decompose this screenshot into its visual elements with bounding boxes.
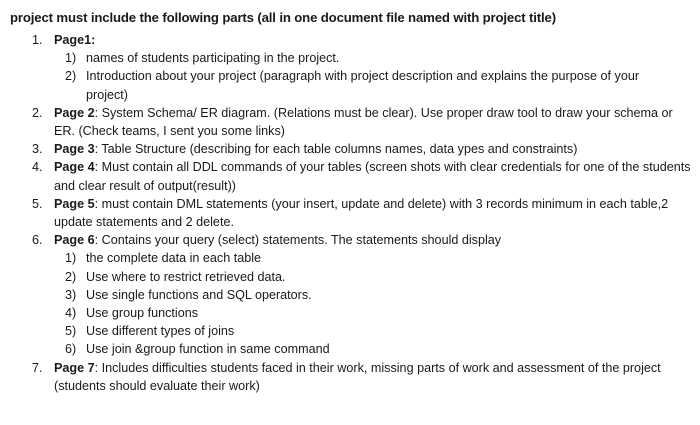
- sub-list-item: [54, 322, 690, 340]
- sub-list: [54, 49, 690, 104]
- item-number: 7.: [32, 360, 43, 375]
- item-label: Page 2: [54, 105, 95, 120]
- item-label: Page 4: [54, 160, 95, 175]
- item-label: Page 7: [54, 360, 95, 375]
- item-text: : Includes difficulties students faced in their work, missing parts of work and assessment of the project (students should evaluate their work): [54, 360, 661, 393]
- item-number: 1.: [32, 33, 43, 47]
- sub-item-text: Introduction about your project (paragraph with project description and explains the purpose of your project): [86, 69, 640, 102]
- list-item-page-6: [10, 231, 690, 358]
- sub-item-number: 2): [65, 269, 77, 284]
- item-text: : Must contain all DDL commands of your tables (screen shots with clear credentials for one of the students and clear result of output(result)): [54, 160, 691, 193]
- item-text: : must contain DML statements (your insert, update and delete) with 3 records minimum in each table,2 update statements and 2 delete.: [54, 196, 669, 230]
- sub-item-number: 5): [65, 324, 77, 339]
- list-item-page-3: [10, 140, 690, 158]
- item-text: : System Schema/ ER diagram. (Relations must be clear). Use proper draw tool to draw your schema or ER. (Check teams, I sent you some links): [54, 105, 673, 139]
- sub-item-number: 2): [65, 69, 77, 84]
- sub-item-number: 3): [65, 287, 77, 302]
- sub-list-item: [54, 49, 690, 67]
- sub-item-text: Use where to restrict retrieved data.: [86, 269, 286, 284]
- item-text: : Table Structure (describing for each table columns names, data ypes and constraints): [94, 142, 578, 157]
- sub-list-item: [54, 67, 690, 103]
- sub-list-item: [54, 286, 690, 304]
- item-number: 4.: [32, 160, 43, 175]
- sub-item-text: names of students participating in the project.: [86, 51, 340, 66]
- list-item-page-7: [10, 359, 690, 395]
- item-label: Page 6: [54, 233, 95, 248]
- sub-list-item: [54, 304, 690, 322]
- sub-list-item: [54, 340, 690, 358]
- document-heading: project must include the following parts (all in one document file named with project title): [10, 10, 556, 25]
- list-item-page-5: [10, 195, 690, 231]
- sub-item-number: 1): [65, 251, 77, 266]
- sub-list-item: [54, 249, 690, 267]
- sub-list-item: [54, 268, 690, 286]
- list-item-page-1: [10, 31, 690, 104]
- sub-item-text: Use single functions and SQL operators.: [86, 287, 312, 302]
- sub-item-number: 4): [65, 306, 77, 321]
- item-number: 6.: [32, 233, 43, 248]
- sub-item-text: Use join &group function in same command: [86, 342, 330, 357]
- sub-item-text: the complete data in each table: [86, 251, 262, 266]
- item-number: 2.: [32, 105, 43, 120]
- item-label: Page 3: [54, 142, 95, 157]
- item-number: 3.: [32, 142, 43, 157]
- sub-item-text: Use group functions: [86, 306, 199, 321]
- sub-item-number: 6): [65, 342, 77, 357]
- sub-list: [54, 249, 690, 358]
- sub-item-number: 1): [65, 51, 77, 66]
- item-number: 5.: [32, 196, 43, 211]
- sub-item-text: Use different types of joins: [86, 324, 235, 339]
- item-label: Page 5: [54, 196, 95, 211]
- list-item-page-2: [10, 104, 690, 140]
- item-text: : Contains your query (select) statements. The statements should display: [94, 233, 502, 248]
- requirements-list: [10, 31, 690, 395]
- item-label: Page1:: [54, 33, 96, 47]
- list-item-page-4: [10, 158, 690, 194]
